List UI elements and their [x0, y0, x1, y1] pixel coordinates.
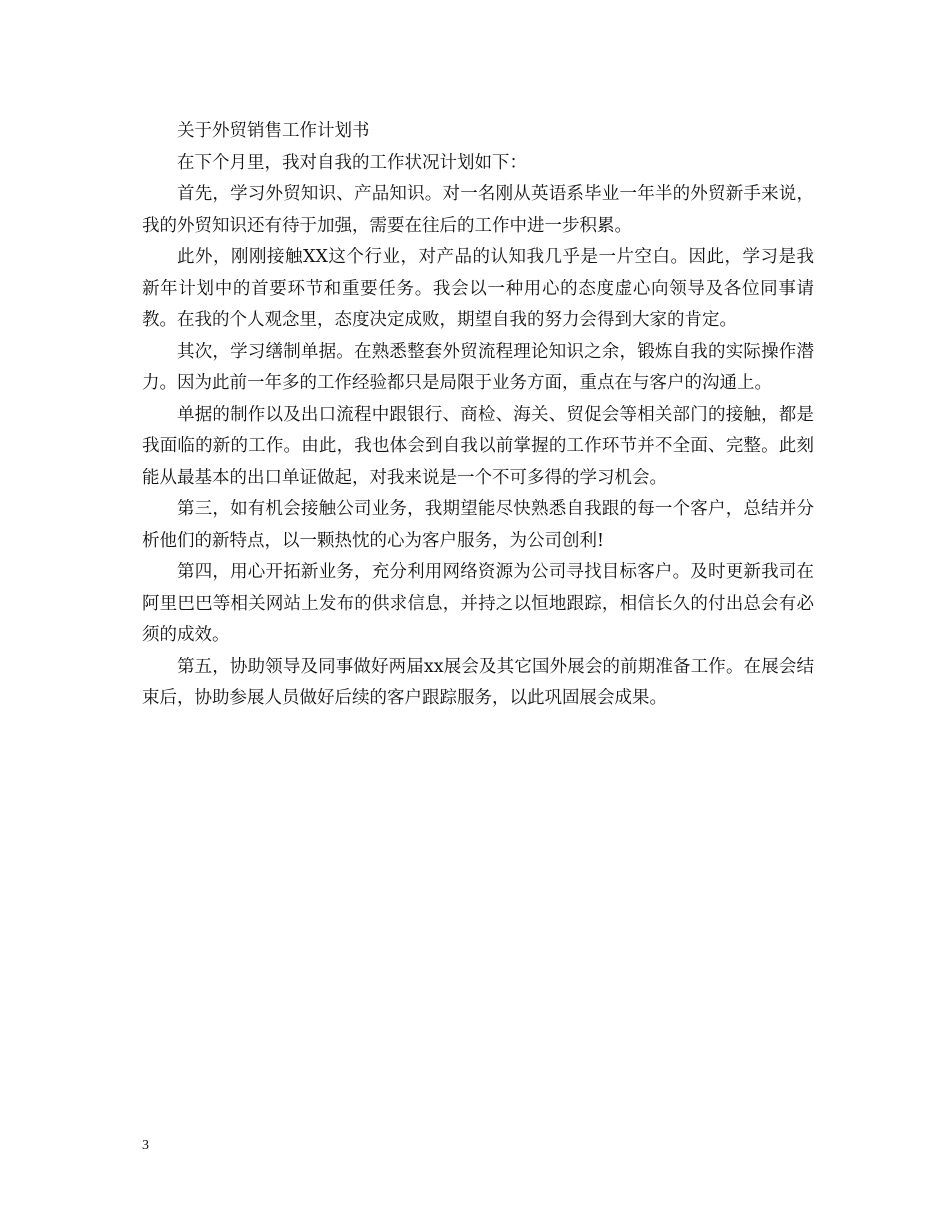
page-number: 3 [142, 1138, 149, 1153]
paragraph-fourth: 第四，用心开拓新业务，充分利用网络资源为公司寻找目标客户。及时更新我司在阿里巴巴等相关网站上发布的供求信息，并持之以恒地跟踪，相信长久的付出总会有必须的成效。 [142, 562, 814, 645]
paragraph-second: 其次，学习缮制单据。在熟悉整套外贸流程理论知识之余，锻炼自我的实际操作潜力。因为此前一年多的工作经验都只是局限于业务方面，重点在与客户的沟通上。 [142, 341, 814, 393]
paragraph-intro: 在下个月里，我对自我的工作状况计划如下： [177, 152, 527, 173]
document-body [142, 116, 814, 715]
paragraph-besides: 此外，刚刚接触XX这个行业，对产品的认知我几乎是一片空白。因此，学习是我新年计划中的首要环节和重要任务。我会以一种用心的态度虚心向领导及各位同事请教。在我的个人观念里，态度决定成败，期望自我的努力会得到大家的肯定。 [142, 247, 814, 330]
document-title: 关于外贸销售工作计划书 [177, 121, 370, 141]
paragraph-fifth: 第五，协助领导及同事做好两届xx展会及其它国外展会的前期准备工作。在展会结束后，协助参展人员做好后续的客户跟踪服务，以此巩固展会成果。 [142, 656, 814, 708]
paragraph-first: 首先，学习外贸知识、产品知识。对一名刚从英语系毕业一年半的外贸新手来说，我的外贸知识还有待于加强，需要在往后的工作中进一步积累。 [142, 184, 814, 236]
paragraph-documents: 单据的制作以及出口流程中跟银行、商检、海关、贸促会等相关部门的接触，都是我面临的新的工作。由此，我也体会到自我以前掌握的工作环节并不全面、完整。此刻能从最基本的出口单证做起，对我来说是一个不可多得的学习机会。 [142, 404, 814, 488]
paragraph-third: 第三，如有机会接触公司业务，我期望能尽快熟悉自我跟的每一个客户，总结并分析他们的新特点，以一颗热忱的心为客户服务，为公司创利! [142, 499, 814, 551]
